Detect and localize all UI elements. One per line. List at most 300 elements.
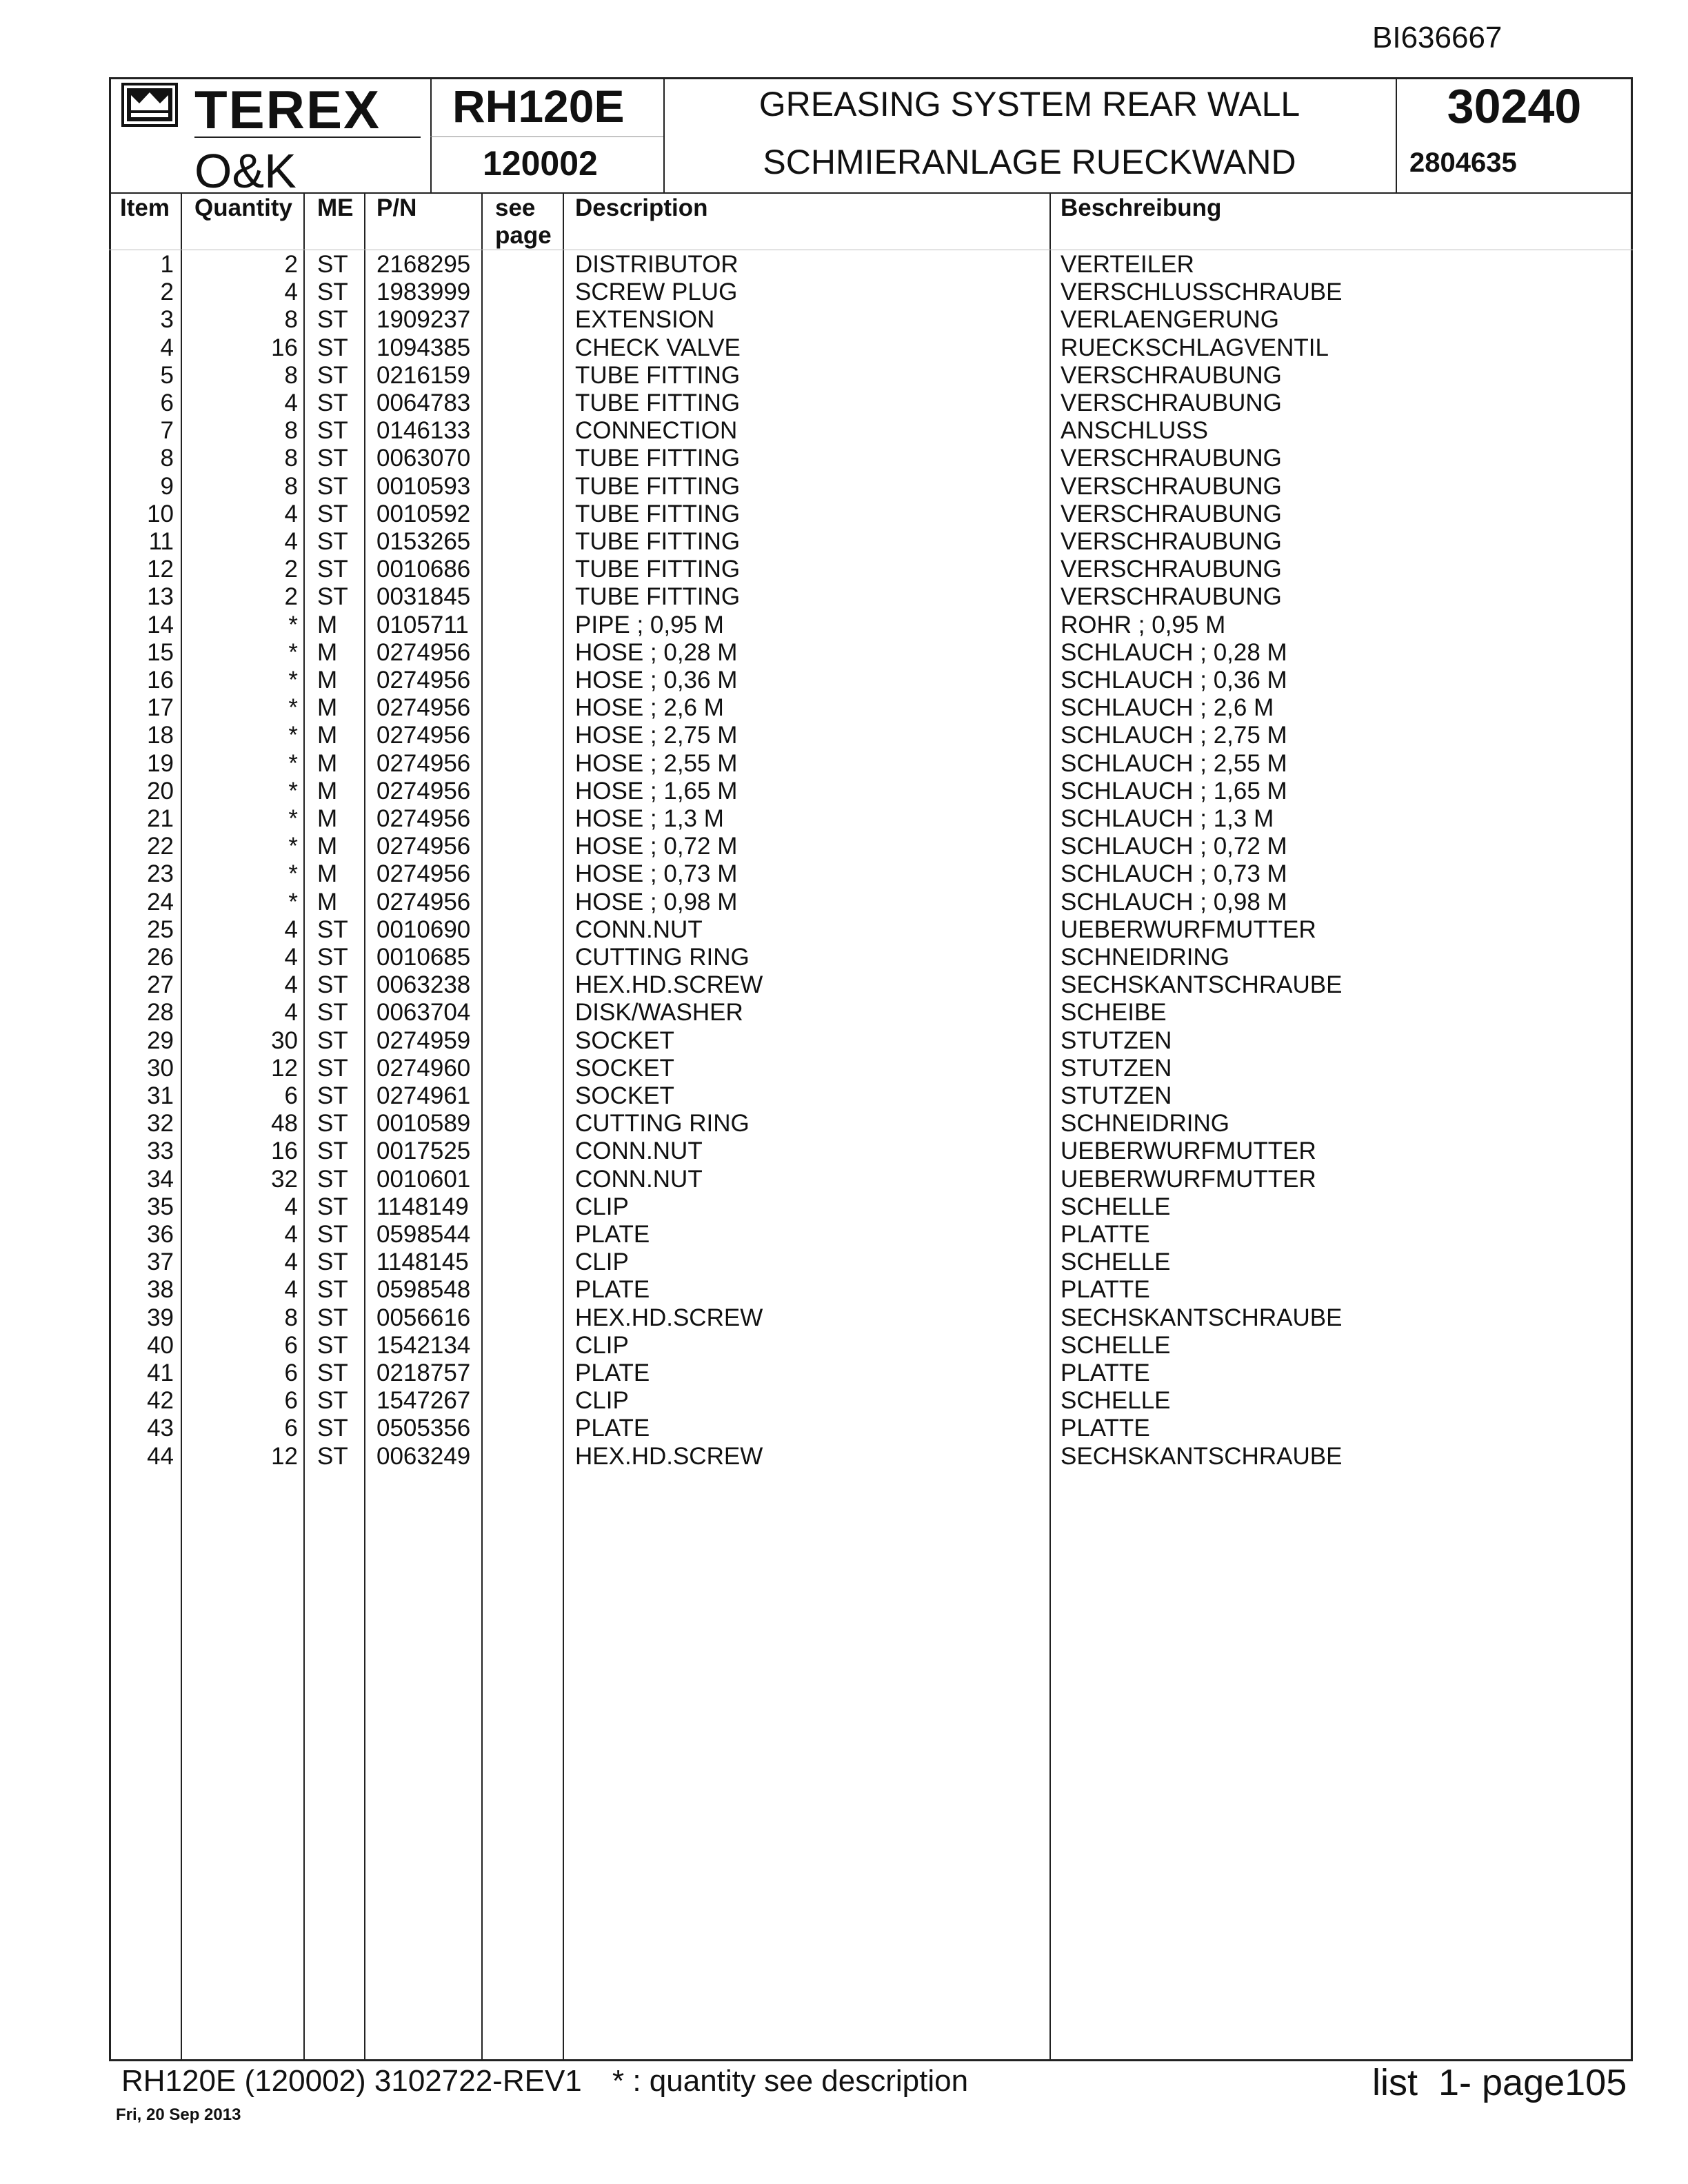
cell-description: SOCKET — [575, 1082, 674, 1109]
cell-description: TUBE FITTING — [575, 500, 741, 527]
cell-description: TUBE FITTING — [575, 528, 741, 555]
table-row — [110, 1221, 1631, 1248]
table-row — [110, 778, 1631, 805]
table-row — [110, 1276, 1631, 1304]
cell-beschreibung: PLATTE — [1061, 1221, 1150, 1248]
cell-item: 20 — [147, 777, 174, 805]
cell-me: ST — [317, 1027, 348, 1054]
cell-beschreibung: PLATTE — [1061, 1359, 1150, 1386]
cell-me: M — [317, 611, 338, 638]
cell-me: ST — [317, 1442, 348, 1470]
cell-item: 29 — [147, 1027, 174, 1054]
cell-beschreibung: SCHNEIDRING — [1061, 1110, 1230, 1138]
footer-date: Fri, 20 Sep 2013 — [116, 2105, 241, 2124]
cell-item: 19 — [147, 749, 174, 777]
cell-quantity: 4 — [284, 1276, 298, 1304]
cell-beschreibung: SCHLAUCH ; 0,72 M — [1061, 833, 1287, 860]
cell-me: ST — [317, 1054, 348, 1082]
cell-beschreibung: SCHLAUCH ; 0,36 M — [1061, 667, 1287, 694]
cell-item: 42 — [147, 1387, 174, 1415]
machine-model: RH120E — [452, 81, 625, 132]
table-row — [110, 1359, 1631, 1387]
cell-beschreibung: SCHELLE — [1061, 1193, 1171, 1220]
cell-description: PIPE ; 0,95 M — [575, 611, 724, 638]
cell-quantity: * — [288, 611, 298, 638]
cell-me: ST — [317, 1248, 348, 1276]
table-row — [110, 1082, 1631, 1110]
cell-me: ST — [317, 445, 348, 472]
cell-beschreibung: VERSCHLUSSCHRAUBE — [1061, 279, 1343, 306]
footer-page-number: list 1- page105 — [1372, 2062, 1627, 2103]
cell-quantity: * — [288, 860, 298, 888]
cell-part-number: 0063238 — [376, 971, 471, 999]
cell-me: M — [317, 833, 338, 860]
cell-part-number: 1983999 — [376, 279, 471, 306]
cell-beschreibung: SCHELLE — [1061, 1387, 1171, 1415]
cell-beschreibung: VERSCHRAUBUNG — [1061, 583, 1282, 611]
cell-beschreibung: SCHLAUCH ; 0,98 M — [1061, 888, 1287, 916]
cell-beschreibung: SCHLAUCH ; 1,3 M — [1061, 805, 1274, 832]
cell-beschreibung: UEBERWURFMUTTER — [1061, 1165, 1316, 1193]
cell-quantity: 8 — [284, 306, 298, 334]
cell-item: 2 — [160, 279, 174, 306]
cell-me: ST — [317, 472, 348, 500]
cell-part-number: 0063704 — [376, 999, 471, 1027]
cell-me: ST — [317, 1165, 348, 1193]
cell-me: ST — [317, 916, 348, 943]
cell-description: DISK/WASHER — [575, 999, 743, 1027]
title-german: SCHMIERANLAGE RUECKWAND — [763, 143, 1296, 181]
cell-beschreibung: SCHLAUCH ; 0,73 M — [1061, 860, 1287, 888]
cell-beschreibung: VERLAENGERUNG — [1061, 306, 1280, 334]
cell-item: 35 — [147, 1193, 174, 1220]
cell-description: HOSE ; 2,55 M — [575, 749, 738, 777]
cell-beschreibung: SCHELLE — [1061, 1248, 1171, 1276]
cell-quantity: 16 — [271, 334, 298, 361]
cell-item: 4 — [160, 334, 174, 361]
cell-quantity: 32 — [271, 1165, 298, 1193]
cell-part-number: 0146133 — [376, 417, 471, 445]
cell-description: HOSE ; 1,3 M — [575, 805, 724, 832]
cell-item: 40 — [147, 1331, 174, 1359]
cell-description: CONN.NUT — [575, 1165, 703, 1193]
table-row — [110, 1055, 1631, 1082]
table-row — [110, 611, 1631, 639]
cell-quantity: 12 — [271, 1442, 298, 1470]
cell-description: DISTRIBUTOR — [575, 251, 738, 278]
cell-part-number: 0274956 — [376, 888, 471, 916]
cell-beschreibung: VERSCHRAUBUNG — [1061, 556, 1282, 583]
cell-me: ST — [317, 251, 348, 278]
header-inner-line — [430, 136, 663, 137]
cell-item: 43 — [147, 1415, 174, 1442]
cell-part-number: 0063249 — [376, 1442, 471, 1470]
cell-beschreibung: SCHLAUCH ; 2,75 M — [1061, 722, 1287, 749]
cell-item: 5 — [160, 361, 174, 389]
cell-beschreibung: SCHLAUCH ; 2,55 M — [1061, 749, 1287, 777]
cell-me: ST — [317, 528, 348, 555]
cell-part-number: 0031845 — [376, 583, 471, 611]
table-row — [110, 251, 1631, 279]
cell-item: 41 — [147, 1359, 174, 1386]
cell-item: 16 — [147, 667, 174, 694]
table-row — [110, 473, 1631, 501]
cell-part-number: 0010685 — [376, 944, 471, 971]
cell-quantity: * — [288, 888, 298, 916]
cell-me: M — [317, 667, 338, 694]
cell-quantity: 8 — [284, 445, 298, 472]
cell-item: 24 — [147, 888, 174, 916]
cell-quantity: 6 — [284, 1359, 298, 1386]
column-header-quantity: Quantity — [194, 194, 292, 221]
cell-beschreibung: PLATTE — [1061, 1415, 1150, 1442]
table-row — [110, 556, 1631, 583]
column-header-description: Description — [575, 194, 708, 221]
cell-item: 31 — [147, 1082, 174, 1109]
table-row — [110, 694, 1631, 722]
cell-me: ST — [317, 1359, 348, 1386]
footer-quantity-note: * : quantity see description — [612, 2064, 969, 2098]
cell-part-number: 0274960 — [376, 1054, 471, 1082]
cell-beschreibung: VERTEILER — [1061, 251, 1194, 278]
document-id: BI636667 — [1372, 21, 1503, 54]
cell-part-number: 1148149 — [376, 1193, 469, 1220]
table-row — [110, 1415, 1631, 1442]
cell-me: ST — [317, 417, 348, 445]
cell-me: ST — [317, 1221, 348, 1248]
cell-item: 10 — [147, 500, 174, 527]
cell-beschreibung: STUTZEN — [1061, 1082, 1172, 1109]
cell-description: HOSE ; 2,75 M — [575, 722, 738, 749]
cell-item: 32 — [147, 1110, 174, 1138]
cell-part-number: 0010593 — [376, 472, 471, 500]
cell-me: ST — [317, 1304, 348, 1331]
cell-quantity: 4 — [284, 1248, 298, 1276]
cell-description: HOSE ; 2,6 M — [575, 694, 724, 722]
cell-me: M — [317, 638, 338, 666]
cell-quantity: 6 — [284, 1082, 298, 1109]
cell-beschreibung: STUTZEN — [1061, 1054, 1172, 1082]
cell-description: HOSE ; 0,98 M — [575, 888, 738, 916]
cell-item: 39 — [147, 1304, 174, 1331]
cell-description: CONN.NUT — [575, 916, 703, 943]
cell-quantity: 8 — [284, 361, 298, 389]
cell-item: 37 — [147, 1248, 174, 1276]
table-row — [110, 639, 1631, 667]
cell-item: 17 — [147, 694, 174, 722]
cell-description: HOSE ; 0,73 M — [575, 860, 738, 888]
cell-part-number: 0598544 — [376, 1221, 471, 1248]
cell-part-number: 0274956 — [376, 749, 471, 777]
cell-beschreibung: SCHNEIDRING — [1061, 944, 1230, 971]
cell-quantity: 4 — [284, 916, 298, 943]
cell-part-number: 0063070 — [376, 445, 471, 472]
table-row — [110, 1193, 1631, 1221]
cell-beschreibung: SCHELLE — [1061, 1331, 1171, 1359]
cell-beschreibung: PLATTE — [1061, 1276, 1150, 1304]
cell-part-number: 0218757 — [376, 1359, 471, 1386]
table-row — [110, 362, 1631, 390]
cell-item: 18 — [147, 722, 174, 749]
cell-beschreibung: SCHEIBE — [1061, 999, 1167, 1027]
cell-beschreibung: SCHLAUCH ; 2,6 M — [1061, 694, 1274, 722]
cell-item: 6 — [160, 390, 174, 416]
cell-item: 7 — [160, 417, 174, 445]
cell-quantity: 2 — [284, 583, 298, 611]
cell-item: 26 — [147, 944, 174, 971]
table-row — [110, 999, 1631, 1027]
cell-item: 15 — [147, 638, 174, 666]
cell-quantity: 4 — [284, 279, 298, 306]
cell-part-number: 1547267 — [376, 1387, 471, 1415]
table-row — [110, 750, 1631, 778]
cell-quantity: 8 — [284, 417, 298, 445]
cell-quantity: * — [288, 667, 298, 694]
cell-description: EXTENSION — [575, 306, 715, 334]
cell-description: CLIP — [575, 1387, 629, 1415]
cell-item: 44 — [147, 1442, 174, 1470]
cell-quantity: 6 — [284, 1387, 298, 1415]
table-row — [110, 944, 1631, 971]
cell-quantity: 8 — [284, 472, 298, 500]
table-row — [110, 1027, 1631, 1055]
cell-quantity: 4 — [284, 1193, 298, 1220]
cell-description: PLATE — [575, 1221, 650, 1248]
cell-beschreibung: VERSCHRAUBUNG — [1061, 361, 1282, 389]
cell-me: ST — [317, 556, 348, 583]
terex-crown-icon — [121, 83, 178, 127]
cell-me: ST — [317, 1415, 348, 1442]
cell-part-number: 1542134 — [376, 1331, 471, 1359]
cell-item: 30 — [147, 1054, 174, 1082]
cell-me: M — [317, 888, 338, 916]
cell-part-number: 0274956 — [376, 777, 471, 805]
cell-description: CONN.NUT — [575, 1138, 703, 1165]
cell-me: ST — [317, 334, 348, 361]
cell-part-number: 0216159 — [376, 361, 471, 389]
cell-me: ST — [317, 279, 348, 306]
cell-quantity: 4 — [284, 390, 298, 416]
cell-me: M — [317, 777, 338, 805]
cell-description: HEX.HD.SCREW — [575, 1304, 763, 1331]
cell-item: 11 — [148, 528, 174, 555]
footer-doc-reference: RH120E (120002) 3102722-REV1 — [121, 2064, 582, 2098]
cell-quantity: 48 — [271, 1110, 298, 1138]
cell-description: TUBE FITTING — [575, 472, 741, 500]
cell-description: HOSE ; 0,36 M — [575, 667, 738, 694]
cell-description: HOSE ; 1,65 M — [575, 777, 738, 805]
cell-quantity: 4 — [284, 999, 298, 1027]
cell-quantity: 4 — [284, 528, 298, 555]
cell-part-number: 2168295 — [376, 251, 471, 278]
table-row — [110, 279, 1631, 306]
table-row — [110, 722, 1631, 749]
cell-quantity: 4 — [284, 500, 298, 527]
cell-me: ST — [317, 1082, 348, 1109]
cell-beschreibung: ROHR ; 0,95 M — [1061, 611, 1226, 638]
cell-item: 25 — [147, 916, 174, 943]
cell-quantity: * — [288, 694, 298, 722]
cell-description: HEX.HD.SCREW — [575, 971, 763, 999]
cell-me: ST — [317, 1387, 348, 1415]
cell-description: HOSE ; 0,72 M — [575, 833, 738, 860]
cell-description: TUBE FITTING — [575, 583, 741, 611]
table-row — [110, 805, 1631, 833]
cell-quantity: 16 — [271, 1138, 298, 1165]
cell-quantity: 2 — [284, 251, 298, 278]
cell-item: 38 — [147, 1276, 174, 1304]
cell-part-number: 0274956 — [376, 667, 471, 694]
cell-me: M — [317, 805, 338, 832]
table-row — [110, 1332, 1631, 1359]
cell-description: PLATE — [575, 1359, 650, 1386]
brand-logo-ok: O&K — [194, 144, 297, 198]
cell-beschreibung: UEBERWURFMUTTER — [1061, 1138, 1316, 1165]
cell-beschreibung: VERSCHRAUBUNG — [1061, 500, 1282, 527]
cell-part-number: 1148145 — [376, 1248, 469, 1276]
cell-me: ST — [317, 500, 348, 527]
cell-part-number: 0010686 — [376, 556, 471, 583]
cell-part-number: 0010592 — [376, 500, 471, 527]
cell-me: M — [317, 694, 338, 722]
cell-part-number: 0274956 — [376, 694, 471, 722]
cell-me: ST — [317, 999, 348, 1027]
cell-description: SOCKET — [575, 1027, 674, 1054]
cell-item: 22 — [147, 833, 174, 860]
cell-beschreibung: VERSCHRAUBUNG — [1061, 445, 1282, 472]
header-divider — [430, 77, 432, 193]
cell-me: M — [317, 749, 338, 777]
cell-part-number: 0274956 — [376, 805, 471, 832]
cell-beschreibung: VERSCHRAUBUNG — [1061, 528, 1282, 555]
cell-description: SOCKET — [575, 1054, 674, 1082]
cell-quantity: * — [288, 638, 298, 666]
cell-quantity: 4 — [284, 1221, 298, 1248]
table-row — [110, 889, 1631, 916]
cell-me: ST — [317, 1110, 348, 1138]
cell-part-number: 0274956 — [376, 833, 471, 860]
cell-quantity: 30 — [271, 1027, 298, 1054]
cell-me: ST — [317, 1138, 348, 1165]
table-row — [110, 667, 1631, 694]
cell-description: CONNECTION — [575, 417, 738, 445]
table-row — [110, 528, 1631, 556]
table-row — [110, 1138, 1631, 1165]
column-header-me: ME — [317, 194, 354, 221]
cell-me: M — [317, 860, 338, 888]
cell-quantity: 4 — [284, 971, 298, 999]
header-bottom-line — [109, 192, 1633, 194]
cell-me: ST — [317, 361, 348, 389]
cell-beschreibung: UEBERWURFMUTTER — [1061, 916, 1316, 943]
cell-quantity: * — [288, 833, 298, 860]
table-row — [110, 1387, 1631, 1415]
cell-part-number: 0274959 — [376, 1027, 471, 1054]
cell-part-number: 0010601 — [376, 1165, 471, 1193]
table-row — [110, 916, 1631, 944]
table-row — [110, 971, 1631, 999]
cell-description: TUBE FITTING — [575, 445, 741, 472]
cell-item: 33 — [147, 1138, 174, 1165]
title-english: GREASING SYSTEM REAR WALL — [758, 85, 1300, 123]
cell-item: 9 — [160, 472, 174, 500]
cell-description: HOSE ; 0,28 M — [575, 638, 738, 666]
cell-quantity: 2 — [284, 556, 298, 583]
table-row — [110, 833, 1631, 860]
column-header-page: page — [495, 222, 552, 249]
cell-quantity: * — [288, 805, 298, 832]
cell-quantity: * — [288, 749, 298, 777]
cell-me: ST — [317, 306, 348, 334]
table-row — [110, 1166, 1631, 1193]
cell-item: 23 — [147, 860, 174, 888]
cell-quantity: 4 — [284, 944, 298, 971]
cell-part-number: 0274956 — [376, 722, 471, 749]
table-row — [110, 390, 1631, 417]
cell-item: 27 — [147, 971, 174, 999]
header-divider — [663, 77, 665, 193]
cell-quantity: * — [288, 777, 298, 805]
table-row — [110, 1443, 1631, 1470]
table-row — [110, 583, 1631, 611]
table-row — [110, 417, 1631, 445]
serial-number: 120002 — [483, 144, 598, 183]
cell-me: ST — [317, 390, 348, 416]
column-header-see: see — [495, 194, 536, 221]
cell-description: PLATE — [575, 1276, 650, 1304]
cell-beschreibung: ANSCHLUSS — [1061, 417, 1208, 445]
cell-part-number: 0274956 — [376, 638, 471, 666]
table-row — [110, 1110, 1631, 1138]
cell-part-number: 1909237 — [376, 306, 471, 334]
cell-beschreibung: SECHSKANTSCHRAUBE — [1061, 1442, 1343, 1470]
column-header-beschreibung: Beschreibung — [1061, 194, 1222, 221]
cell-part-number: 0056616 — [376, 1304, 471, 1331]
cell-beschreibung: VERSCHRAUBUNG — [1061, 390, 1282, 416]
cell-item: 36 — [147, 1221, 174, 1248]
cell-item: 8 — [160, 445, 174, 472]
cell-item: 28 — [147, 999, 174, 1027]
cell-quantity: 6 — [284, 1331, 298, 1359]
cell-description: CUTTING RING — [575, 1110, 750, 1138]
cell-beschreibung: SCHLAUCH ; 1,65 M — [1061, 777, 1287, 805]
group-number: 30240 — [1447, 79, 1582, 133]
cell-part-number: 0105711 — [376, 611, 469, 638]
table-row — [110, 860, 1631, 888]
cell-part-number: 1094385 — [376, 334, 471, 361]
cell-quantity: 6 — [284, 1415, 298, 1442]
cell-item: 1 — [160, 251, 174, 278]
table-row — [110, 334, 1631, 362]
cell-quantity: 8 — [284, 1304, 298, 1331]
cell-description: HEX.HD.SCREW — [575, 1442, 763, 1470]
cell-description: CLIP — [575, 1331, 629, 1359]
cell-quantity: 12 — [271, 1054, 298, 1082]
cell-item: 13 — [147, 583, 174, 611]
cell-part-number: 0274961 — [376, 1082, 471, 1109]
cell-beschreibung: SECHSKANTSCHRAUBE — [1061, 1304, 1343, 1331]
cell-description: CUTTING RING — [575, 944, 750, 971]
cell-me: M — [317, 722, 338, 749]
cell-part-number: 0274956 — [376, 860, 471, 888]
cell-beschreibung: VERSCHRAUBUNG — [1061, 472, 1282, 500]
cell-description: TUBE FITTING — [575, 556, 741, 583]
cell-description: TUBE FITTING — [575, 361, 741, 389]
cell-item: 3 — [160, 306, 174, 334]
column-header-item: Item — [120, 194, 170, 221]
table-row — [110, 306, 1631, 334]
cell-me: ST — [317, 583, 348, 611]
